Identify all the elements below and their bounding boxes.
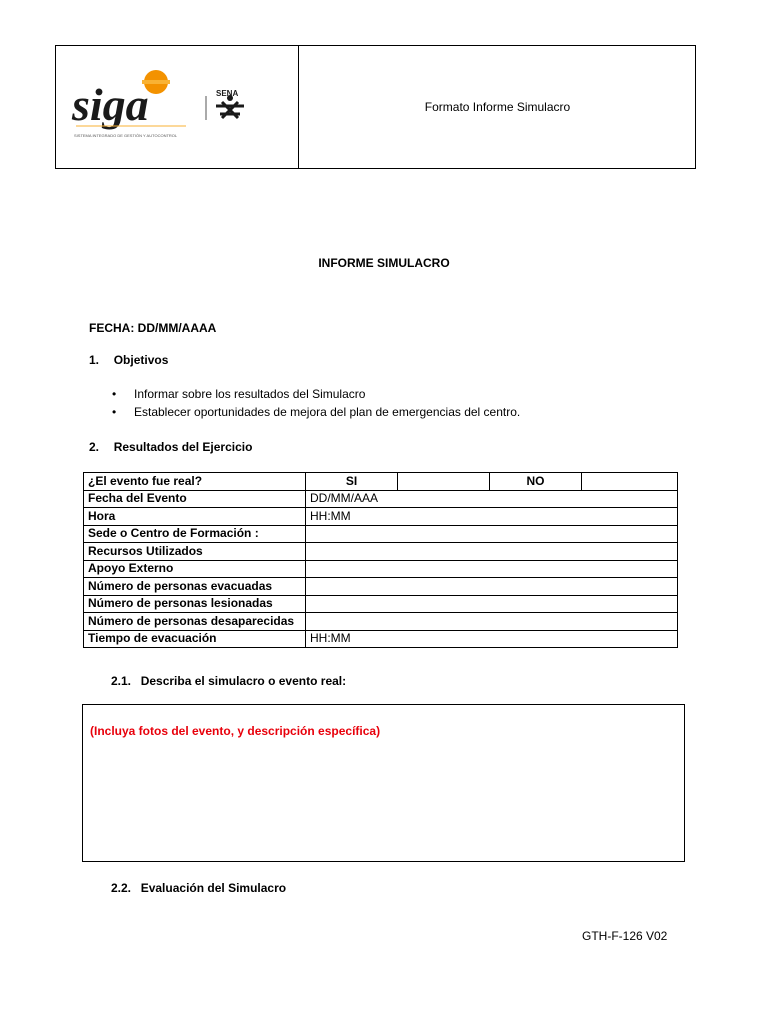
cell-label: Número de personas lesionadas bbox=[84, 595, 306, 613]
cell-value[interactable] bbox=[306, 525, 678, 543]
cell-label: Sede o Centro de Formación : bbox=[84, 525, 306, 543]
cell-label: Hora bbox=[84, 508, 306, 526]
cell-label: Apoyo Externo bbox=[84, 560, 306, 578]
table-row bbox=[84, 595, 678, 613]
sena-icon bbox=[216, 95, 244, 118]
description-note: (Incluya fotos del evento, y descripción específica) bbox=[90, 724, 381, 738]
cell-value[interactable] bbox=[306, 543, 678, 561]
siga-sena-logo bbox=[66, 62, 264, 152]
date-line: FECHA: DD/MM/AAAA bbox=[89, 321, 217, 335]
header-title: Formato Informe Simulacro bbox=[424, 100, 571, 114]
table-row bbox=[84, 508, 678, 526]
subsection-2-1-number: 2.1. bbox=[111, 674, 132, 688]
form-code: GTH-F-126 V02 bbox=[582, 929, 668, 943]
cell-value[interactable]: DD/MM/AAA bbox=[306, 490, 678, 508]
table-row bbox=[84, 543, 678, 561]
cell-value[interactable]: HH:MM bbox=[306, 630, 678, 648]
cell-no-value[interactable] bbox=[582, 473, 678, 491]
siga-tagline: SISTEMA INTEGRADO DE GESTIÓN Y AUTOCONTROL bbox=[74, 133, 178, 138]
cell-value[interactable]: HH:MM bbox=[306, 508, 678, 526]
section-1-heading bbox=[89, 353, 168, 367]
section-1-number: 1. bbox=[89, 353, 100, 367]
list-item: • Establecer oportunidades de mejora del plan de emergencias del centro. bbox=[110, 403, 520, 421]
section-2-title: Resultados del Ejercicio bbox=[113, 440, 253, 454]
table-row bbox=[84, 525, 678, 543]
objectives-list bbox=[110, 385, 520, 421]
cell-label: Fecha del Evento bbox=[84, 490, 306, 508]
page-title: INFORME SIMULACRO bbox=[318, 256, 450, 270]
table-row bbox=[84, 578, 678, 596]
cell-value[interactable] bbox=[306, 613, 678, 631]
subsection-2-2-title: Evaluación del Simulacro bbox=[140, 881, 287, 895]
cell-label-real-event: ¿El evento fue real? bbox=[84, 473, 306, 491]
cell-label: Recursos Utilizados bbox=[84, 543, 306, 561]
table-row bbox=[84, 560, 678, 578]
cell-label: Número de personas desaparecidas bbox=[84, 613, 306, 631]
list-item: • Informar sobre los resultados del Simulacro bbox=[110, 385, 520, 403]
results-table bbox=[83, 472, 678, 648]
subsection-2-2-number: 2.2. bbox=[111, 881, 132, 895]
subsection-2-2-heading bbox=[111, 881, 286, 895]
logo-area bbox=[66, 62, 264, 152]
cell-si-label: SI bbox=[306, 473, 398, 491]
sena-wordmark: SENA bbox=[216, 89, 239, 98]
cell-label: Número de personas evacuadas bbox=[84, 578, 306, 596]
section-2-number: 2. bbox=[89, 440, 100, 454]
cell-label: Tiempo de evacuación bbox=[84, 630, 306, 648]
cell-value[interactable] bbox=[306, 595, 678, 613]
cell-value[interactable] bbox=[306, 560, 678, 578]
table-row bbox=[84, 613, 678, 631]
table-row bbox=[84, 473, 678, 491]
subsection-2-1-heading bbox=[111, 674, 346, 688]
section-2-heading bbox=[89, 440, 252, 454]
table-row bbox=[84, 630, 678, 648]
cell-value[interactable] bbox=[306, 578, 678, 596]
cell-si-value[interactable] bbox=[398, 473, 490, 491]
cell-no-label: NO bbox=[490, 473, 582, 491]
siga-wordmark: siga bbox=[72, 79, 149, 130]
section-1-title: Objetivos bbox=[113, 353, 169, 367]
table-row bbox=[84, 490, 678, 508]
subsection-2-1-title: Describa el simulacro o evento real: bbox=[140, 674, 347, 688]
